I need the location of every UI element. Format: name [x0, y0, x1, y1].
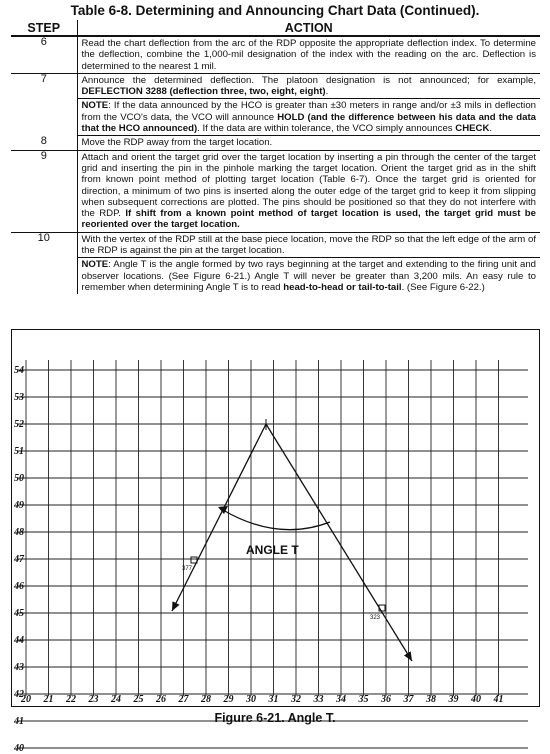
figure-caption: Figure 6-21. Angle T.: [214, 711, 336, 725]
x-tick-label: 27: [178, 694, 189, 705]
step-action: Read the chart deflection from the arc of the RDP opposite the appropriate deflection index. To determine the deflection, combine the 1,000-mil designation of the index with the reading on the arc. Deflection is determined to the nearest 1 mil.: [77, 36, 540, 73]
x-tick-label: 41: [493, 694, 504, 705]
table-row: [11, 258, 540, 294]
table-row: [11, 99, 540, 136]
x-tick-label: 28: [201, 694, 211, 705]
x-tick-label: 21: [43, 694, 54, 705]
x-tick-label: 23: [88, 694, 99, 705]
step-action: Attach and orient the target grid over the target location by inserting a pin through the center of the target grid and inserting the pin in the pinhole marking the target location. Orient the target grid as in the shift from known point method of plotting target location (Table 6-7). Once the target grid is oriented for direction, a minimum of two pins is inserted along the outer edge of the target grid to keep it from slipping when subsequent corrections are plotted. The pins should be positioned so that they do not interfere with the RDP. If shift from a known point method of target location is used, the target grid must be reoriented over the target location.: [77, 150, 540, 232]
x-tick-label: 25: [133, 694, 144, 705]
y-tick-label: 49: [14, 500, 24, 511]
step-action: Announce the determined deflection. The platoon designation is not announced; for example, DEFLECTION 3288 (deflection three, two, eight, eight).: [81, 74, 536, 98]
x-tick-label: 22: [66, 694, 76, 705]
step-number: 10: [11, 232, 77, 294]
firing-unit-label: 377: [182, 566, 193, 572]
table-row: [11, 150, 540, 232]
observer-label: 323: [370, 615, 381, 621]
angle-arc: [223, 510, 330, 530]
y-tick-label: 44: [14, 635, 24, 646]
table-title: Table 6-8. Determining and Announcing Chart Data (Continued).: [70, 3, 480, 18]
x-tick-label: 30: [246, 694, 256, 705]
x-tick-label: 37: [403, 694, 414, 705]
step-action: With the vertex of the RDP still at the base piece location, move the RDP so that the left edge of the arm of the RDP is against the pin at the target location.: [81, 233, 536, 257]
step-number: 6: [11, 36, 77, 73]
table-row: [11, 232, 540, 258]
y-tick-label: 42: [14, 689, 24, 700]
y-tick-label: 52: [14, 419, 24, 430]
step-action: Move the RDP away from the target location.: [77, 136, 540, 150]
note-text: NOTE: Angle T is the angle formed by two rays beginning at the target and extending to the firing unit and observer locations. (See Figure 6-21.) Angle T will never be greater than 3,200 mils. An easy rule to remember when determining Angle T is to read head-to-head or tail-to-tail. (See Figure 6-22.): [77, 258, 540, 294]
y-tick-label: 48: [14, 527, 24, 538]
x-tick-label: 39: [448, 694, 459, 705]
x-tick-label: 29: [223, 694, 234, 705]
y-tick-label: 45: [14, 608, 24, 619]
x-tick-label: 32: [291, 694, 301, 705]
arc-arrow: [218, 506, 228, 514]
x-tick-label: 33: [313, 694, 324, 705]
y-tick-label: 47: [14, 554, 24, 565]
table-row: [11, 73, 540, 99]
note-text: NOTE: If the data announced by the HCO is greater than ±30 meters in range and/or ±3 mils in deflection from the VCO's data, the VCO will announce HOLD (and the difference between his data and the data that the HCO announced). If the data are within tolerance, the VCO simply announces CHECK.: [77, 99, 540, 136]
action-header: ACTION: [77, 20, 540, 36]
x-tick-label: 24: [111, 694, 121, 705]
y-tick-label: 54: [14, 365, 24, 376]
table-row: [11, 136, 540, 150]
x-tick-label: 34: [336, 694, 346, 705]
y-tick-label: 41: [14, 716, 24, 727]
x-tick-label: 40: [471, 694, 481, 705]
y-tick-label: 50: [14, 473, 24, 484]
y-tick-label: 46: [14, 581, 24, 592]
x-tick-label: 31: [268, 694, 279, 705]
x-tick-label: 36: [381, 694, 391, 705]
step-number: 7: [11, 73, 77, 135]
step-header: STEP: [11, 20, 77, 36]
x-tick-label: 38: [426, 694, 436, 705]
ray-to-firing-unit: [172, 424, 266, 611]
x-tick-label: 20: [21, 694, 31, 705]
y-tick-label: 51: [14, 446, 24, 457]
x-tick-label: 26: [156, 694, 166, 705]
x-tick-label: 35: [358, 694, 369, 705]
y-tick-label: 53: [14, 392, 24, 403]
y-tick-label: 43: [14, 662, 24, 673]
steps-table: [11, 20, 540, 294]
y-tick-label: 40: [14, 743, 24, 754]
angle-t-label: ANGLE T: [246, 543, 299, 557]
table-row: [11, 36, 540, 73]
step-number: 8: [11, 136, 77, 150]
step-number: 9: [11, 150, 77, 232]
